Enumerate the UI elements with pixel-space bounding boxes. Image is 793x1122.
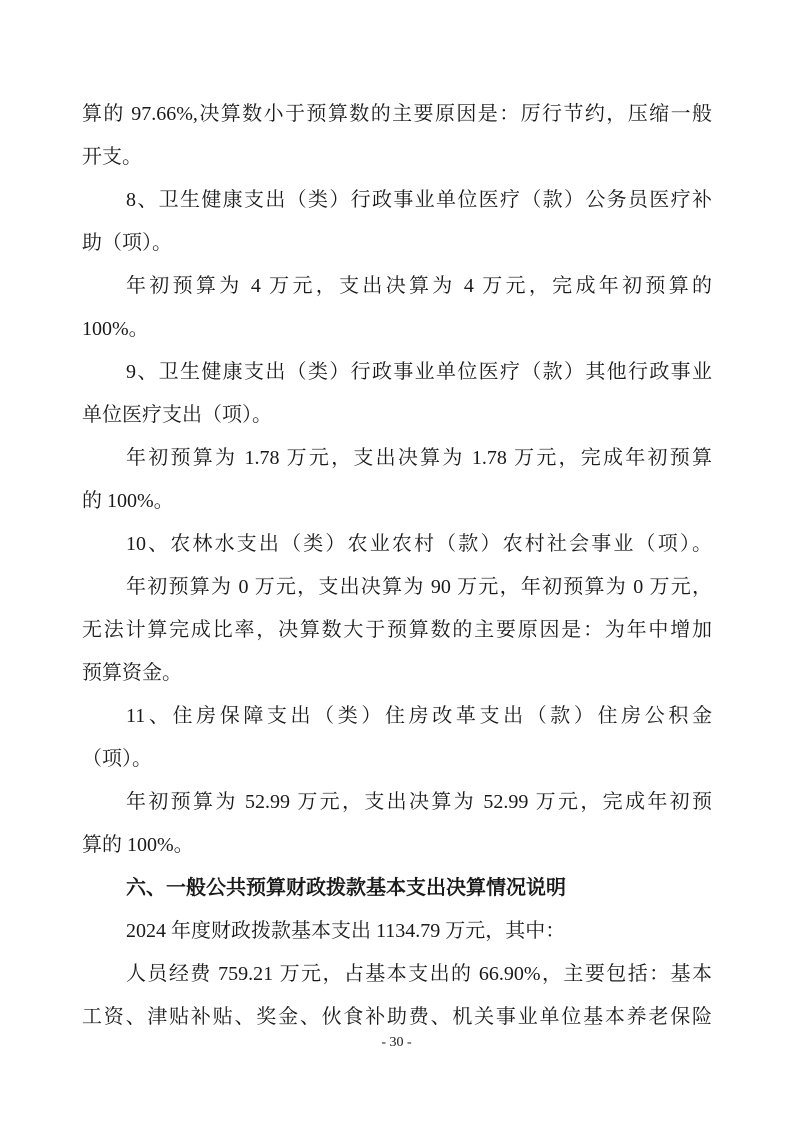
document-line: 算的 100%。	[82, 834, 194, 856]
document-line: 10、农林水支出（类）农业农村（款）农村社会事业（项）。	[126, 533, 712, 555]
document-line: 的 100%。	[82, 490, 174, 512]
document-line: （项）。	[82, 748, 152, 770]
document-line: 年初预算为 1.78 万元，支出决算为 1.78 万元，完成年初预算	[126, 447, 712, 469]
document-line: 11、住房保障支出（类）住房改革支出（款）住房公积金	[126, 705, 712, 727]
document-content	[82, 93, 712, 1039]
document-line: 9、卫生健康支出（类）行政事业单位医疗（款）其他行政事业	[126, 361, 712, 383]
document-line: 2024 年度财政拨款基本支出 1134.79 万元，其中：	[126, 920, 566, 942]
document-line: 人员经费 759.21 万元，占基本支出的 66.90%，主要包括：基本	[126, 963, 712, 985]
document-line: 助（项）。	[82, 232, 172, 254]
document-line: 无法计算完成比率，决算数大于预算数的主要原因是：为年中增加	[82, 619, 712, 641]
document-line: 工资、津贴补贴、奖金、伙食补助费、机关事业单位基本养老保险	[82, 1006, 712, 1028]
document-line: 100%。	[82, 318, 149, 340]
page-number: - 30 -	[381, 1035, 412, 1050]
section-heading: 六、一般公共预算财政拨款基本支出决算情况说明	[126, 877, 566, 899]
document-line: 年初预算为 52.99 万元，支出决算为 52.99 万元，完成年初预	[126, 791, 712, 813]
document-line: 开支。	[82, 146, 142, 168]
document-line: 单位医疗支出（项）。	[82, 404, 272, 426]
document-line: 年初预算为 4 万元，支出决算为 4 万元，完成年初预算的	[126, 275, 712, 297]
document-line: 年初预算为 0 万元，支出决算为 90 万元，年初预算为 0 万元，	[126, 576, 712, 598]
document-line: 算的 97.66%,决算数小于预算数的主要原因是：厉行节约，压缩一般	[82, 103, 712, 125]
document-line: 8、卫生健康支出（类）行政事业单位医疗（款）公务员医疗补	[126, 189, 712, 211]
document-line: 预算资金。	[82, 662, 182, 684]
